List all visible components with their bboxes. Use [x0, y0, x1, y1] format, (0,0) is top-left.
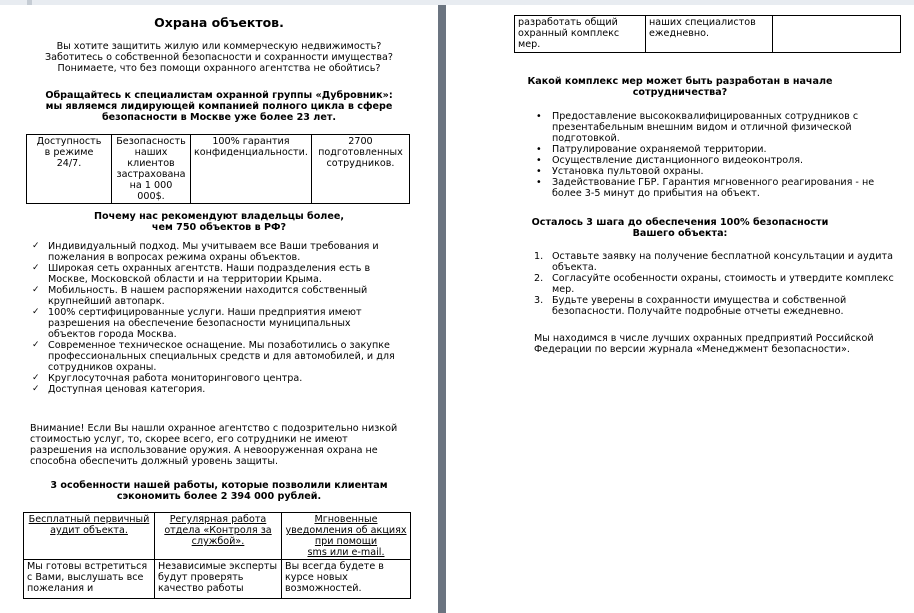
item-line: • Установка пультовой охраны. [552, 166, 704, 177]
features-table-continued [514, 15, 901, 53]
intro-line: Заботитесь о собственной безопасности и сохранности имущества? [45, 52, 393, 63]
cell-line: возможностей. [285, 583, 362, 594]
cell-line: Бесплатный первичный [28, 514, 150, 525]
complex-item [526, 144, 906, 155]
steps-heading [446, 217, 914, 239]
why-item [22, 307, 422, 340]
item-line: презентабельным внешним видом и отличной физической [552, 122, 852, 133]
complex-item [526, 177, 906, 199]
cell-line: ежедневно. [649, 28, 710, 39]
cell-line: Доступность [36, 136, 102, 147]
warning-line: стоимостью услуг, то, скорее всего, его сотрудники не имеют [30, 434, 348, 445]
feature-control-header [155, 513, 282, 560]
closing-line: Мы находимся в числе лучших охранных предприятий Российской [534, 333, 874, 344]
cell-line: 2700 [348, 136, 373, 147]
closing-line: Федерации по версии журнала «Менеджмент безопасности». [534, 344, 850, 355]
item-line: • Предоставление высококвалифицированных сотрудников с [552, 111, 859, 122]
cell-line: на 1 000 000$. [129, 180, 173, 202]
intro-line: Вы хотите защитить жилую или коммерческую недвижимость? [56, 41, 382, 52]
features-heading [0, 480, 438, 502]
intro-line: Понимаете, что без помощи охранного агентства не обойтись? [57, 63, 381, 74]
step-item [526, 273, 906, 295]
item-line: ✓ 100% сертифицированные услуги. Наши предприятия имеют [48, 307, 362, 318]
item-line: • Задействование ГБР. Гарантия мгновенного реагирования - не [552, 177, 875, 188]
cell-line: 100% гарантия [212, 136, 290, 147]
item-line: профессиональных специальных средств и для автомобилей, и для [48, 351, 395, 362]
appeal-line: Обращайтесь к специалистам охранной группы «Дубровник»: [45, 90, 393, 101]
warning-line: Внимание! Если Вы нашли охранное агентство с подозрительно низкой [30, 423, 398, 434]
stat-confidentiality [191, 135, 312, 204]
appeal-line: безопасности в Москве уже более 23 лет. [101, 112, 337, 123]
complex-item [526, 166, 906, 177]
heading-line: Вашего объекта: [632, 228, 728, 239]
item-line: сотрудников охраны. [48, 362, 157, 373]
cell-line: Вы всегда будете в [285, 561, 384, 572]
warning-line: разрешения на использование оружия. А невооруженная охрана не [30, 445, 378, 456]
why-item [22, 285, 422, 307]
heading-line: Почему нас рекомендуют владельцы более, [94, 211, 344, 222]
cell-line: при помощи [314, 536, 378, 547]
cell-line: застрахована [116, 169, 186, 180]
cell-line: клиентов [127, 158, 175, 169]
step-number: 1. [534, 251, 544, 262]
document-page-1[interactable] [0, 5, 438, 613]
feature-notify-header [282, 513, 411, 560]
item-line: крупнейший автопарк. [48, 296, 165, 307]
item-line: Москве, Московской области и на территории Крыма. [48, 274, 322, 285]
steps-list [526, 251, 906, 317]
cell-line: 24/7. [56, 158, 82, 169]
feature-notify-text [282, 560, 411, 599]
intro-text [0, 41, 438, 74]
item-line: безопасности. Получайте подробные отчеты ежедневно. [552, 306, 844, 317]
cell-line: Мгновенные [314, 514, 378, 525]
heading-line: чем 750 объектов в РФ? [151, 222, 287, 233]
why-item [22, 384, 422, 395]
cell-line: Независимые эксперты [158, 561, 278, 572]
item-line: ✓ Круглосуточная работа мониторингового центра. [48, 373, 303, 384]
complex-heading [446, 76, 914, 98]
item-line: ✓ Доступная ценовая категория. [48, 384, 206, 395]
item-line: разрешения на обеспечение безопасности муниципальных [48, 318, 351, 329]
item-line: Оставьте заявку на получение бесплатной консультации и аудита [552, 251, 894, 262]
complex-item [526, 155, 906, 166]
feature-control-text-cont [646, 16, 773, 53]
cell-line: с Вами, выслушать все [27, 572, 144, 583]
item-line: Согласуйте особенности охраны, стоимость и утвердите комплекс [552, 273, 894, 284]
feature-control-text [155, 560, 282, 599]
stat-availability [27, 135, 112, 204]
cell-line: конфиденциальности. [194, 147, 308, 158]
cell-line: уведомления об акциях [285, 525, 407, 536]
complex-item [526, 111, 906, 144]
step-number: 2. [534, 273, 544, 284]
cell-line: Безопасность [116, 136, 186, 147]
cell-line: наших специалистов [649, 17, 756, 28]
item-line: пожелания в вопросах режима охраны объектов. [48, 252, 301, 263]
warning-line: способна обеспечить должный уровень защиты. [30, 456, 279, 467]
feature-audit-text [24, 560, 155, 599]
heading-line: Какой комплекс мер может быть разработан в начале [527, 76, 833, 87]
closing-text [534, 333, 904, 355]
item-line: ✓ Современное техническое оснащение. Мы позаботились о закупке [48, 340, 390, 351]
item-line: ✓ Мобильность. В нашем распоряжении находится собственный [48, 285, 368, 296]
feature-notify-text-cont [773, 16, 901, 53]
why-heading [0, 211, 438, 233]
cell-line: Мы готовы встретиться [27, 561, 148, 572]
item-line: объекта. [552, 262, 597, 273]
why-item [22, 241, 422, 263]
cell-line: sms или e-mail. [307, 547, 385, 558]
cell-line: Регулярная работа [169, 514, 267, 525]
why-item [22, 340, 422, 373]
cell-line: качество работы [158, 583, 244, 594]
why-item [22, 263, 422, 285]
complex-list [526, 111, 906, 199]
appeal-line: мы являемся лидирующей компанией полного цикла в сфере [45, 101, 393, 112]
why-list [22, 241, 422, 395]
item-line: Будьте уверены в сохранности имущества и собственной [552, 295, 847, 306]
cell-line: курсе новых [285, 572, 348, 583]
stat-insurance [112, 135, 191, 204]
page-gap [438, 5, 446, 613]
cell-line: аудит объекта. [50, 525, 128, 536]
feature-audit-text-cont [515, 16, 646, 53]
item-line: подготовкой. [552, 133, 620, 144]
cell-line: будут проверять [158, 572, 244, 583]
item-line: мер. [552, 284, 575, 295]
item-line: • Осуществление дистанционного видеоконтроля. [552, 155, 804, 166]
cell-line: службой». [191, 536, 245, 547]
heading-line: Осталось 3 шага до обеспечения 100% безопасности [531, 217, 829, 228]
why-item [22, 373, 422, 384]
stat-staff [311, 135, 409, 204]
cell-line: наших [134, 147, 168, 158]
cell-line: мер. [518, 39, 541, 50]
item-line: • Патрулирование охраняемой территории. [552, 144, 767, 155]
cell-line: пожелания и [27, 583, 94, 594]
cell-line: в режиме [44, 147, 94, 158]
heading-line: 3 особенности нашей работы, которые позволили клиентам [50, 480, 388, 491]
item-line: ✓ Широкая сеть охранных агентств. Наши подразделения есть в [48, 263, 371, 274]
page-title: Охрана объектов. [154, 15, 284, 30]
item-line: ✓ Индивидуальный подход. Мы учитываем все Ваши требования и [48, 241, 379, 252]
item-line: более 3-5 минут до прибытия на объект. [552, 188, 760, 199]
step-item [526, 251, 906, 273]
stats-table [26, 134, 410, 204]
warning-text [30, 423, 425, 467]
step-item [526, 295, 906, 317]
cell-line: отдела «Контроля за [164, 525, 272, 536]
item-line: объектов города Москва. [48, 329, 177, 340]
heading-line: сотрудничества? [632, 87, 728, 98]
step-number: 3. [534, 295, 544, 306]
cell-line: охранный комплекс [518, 28, 620, 39]
document-page-2[interactable] [446, 5, 914, 613]
feature-audit-header [24, 513, 155, 560]
heading-line: сэкономить более 2 394 000 рублей. [116, 491, 322, 502]
appeal-text [0, 90, 438, 123]
cell-line: подготовленных [318, 147, 403, 158]
cell-line: разработать общий [518, 17, 618, 28]
features-table [23, 512, 411, 599]
cell-line: сотрудников. [326, 158, 395, 169]
